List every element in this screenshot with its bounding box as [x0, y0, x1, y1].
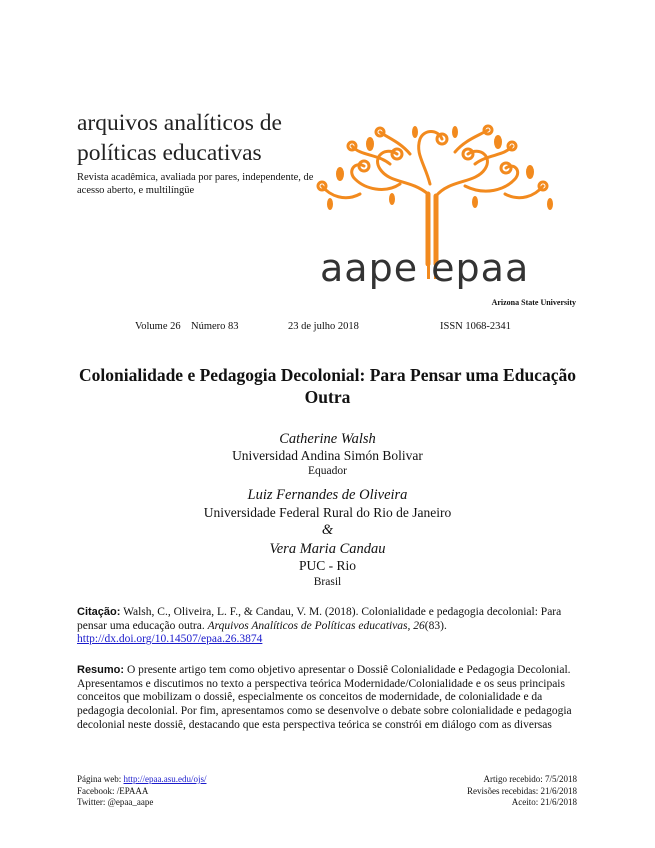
footer-contacts	[77, 774, 337, 809]
author-institution: PUC - Rio	[298, 558, 356, 573]
university-name: Arizona State University	[491, 298, 576, 307]
issue-date: 23 de julho 2018	[288, 321, 359, 332]
footer-dates	[380, 774, 577, 809]
citation-doi-link[interactable]: http://dx.doi.org/10.14507/epaa.26.3874	[77, 633, 263, 646]
footer-twitter: Twitter: @epaa_aape	[77, 797, 154, 807]
journal-tagline: Revista acadêmica, avaliada por pares, independente, de acesso aberto, e multilíngüe	[77, 172, 314, 196]
footer-facebook: Facebook: /EPAAA	[77, 785, 149, 796]
citation-journal: Arquivos Analíticos de Políticas educativas, 26	[207, 619, 425, 632]
author-institution: Universidad Andina Simón Bolivar	[232, 448, 423, 463]
article-title: Colonialidade e Pedagogia Decolonial: Para Pensar uma Educação Outra	[79, 365, 576, 407]
tree-logo-icon	[300, 124, 585, 296]
footer-received: Artigo recebido: 7/5/2018	[483, 774, 577, 784]
journal-logo	[300, 124, 585, 296]
author-name: Luiz Fernandes de Oliveira	[247, 487, 408, 503]
issue-number: Número 83	[191, 321, 239, 332]
author-country: Brasil	[313, 576, 342, 588]
author-institution: Universidade Federal Rural do Rio de Janeiro	[203, 505, 452, 520]
abstract	[77, 664, 577, 733]
footer-revisions: Revisões recebidas: 21/6/2018	[467, 785, 577, 796]
footer-web	[77, 774, 337, 786]
abstract-text: O presente artigo tem como objetivo apresentar o Dossiê Colonialidade e Pedagogia Decolonial. Apresentamos e discutimos no texto a perspectiva teórica Modernidade/Colonialidade e os seus principais conceitos que mobilizam o dossiê, especialmente os conceitos de modernidade, de colonialidade e da pedagogia decolonial. Por fim, apresentamos como se desenvolve o debate sobre colonialidade e pedagogia decolonial neste dossiê, destacando que esta perspectiva teórica se constrói em diálogo com as diversas	[77, 664, 572, 731]
author-ampersand: &	[321, 522, 334, 538]
citation-text: Walsh, C., Oliveira, L. F., & Candau, V. M. (2018). Colonialidade e pedagogia decolonial: Para pensar uma educação outra.	[77, 606, 562, 632]
journal-title: arquivos analíticos de políticas educativas	[77, 110, 282, 166]
footer-web-link[interactable]: http://epaa.asu.edu/ojs/	[123, 774, 207, 784]
author-name: Catherine Walsh	[279, 431, 376, 447]
author-country: Equador	[308, 465, 347, 477]
issue-volume: Volume 26	[135, 321, 181, 332]
logo-text: aape epaa	[320, 246, 530, 290]
author-name: Vera Maria Candau	[269, 541, 386, 557]
footer-accepted: Aceito: 21/6/2018	[511, 797, 577, 807]
footer-web-label: Página web:	[77, 774, 122, 784]
citation	[77, 606, 577, 647]
citation-label: Citação:	[77, 606, 121, 618]
issue-issn: ISSN 1068-2341	[440, 321, 511, 332]
citation-issue: (83).	[424, 619, 447, 632]
abstract-label: Resumo:	[77, 664, 125, 676]
